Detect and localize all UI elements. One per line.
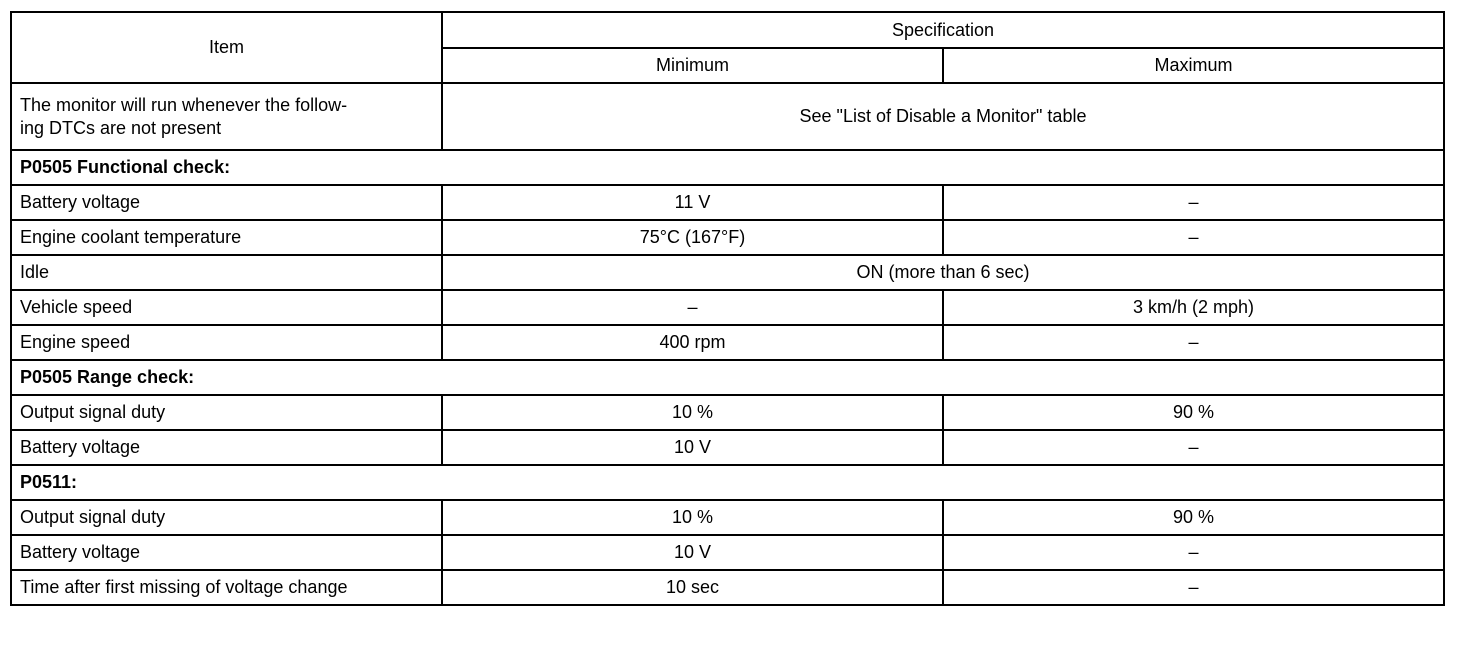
header-minimum: Minimum [442, 48, 943, 83]
item-cell: Battery voltage [11, 535, 442, 570]
section-header-row [11, 465, 1444, 500]
minimum-cell: 10 V [442, 430, 943, 465]
item-cell: Time after first missing of voltage change [11, 570, 442, 605]
minimum-cell: 10 sec [442, 570, 943, 605]
item-cell: Battery voltage [11, 185, 442, 220]
intro-item-line2: ing DTCs are not present [20, 117, 222, 138]
table-row [11, 535, 1444, 570]
item-cell: Engine coolant temperature [11, 220, 442, 255]
minimum-cell: 11 V [442, 185, 943, 220]
minimum-cell: 10 % [442, 395, 943, 430]
table-row [11, 500, 1444, 535]
intro-row [11, 83, 1444, 150]
minimum-cell: 10 V [442, 535, 943, 570]
maximum-cell: – [943, 220, 1444, 255]
table-row [11, 220, 1444, 255]
table-row [11, 395, 1444, 430]
maximum-cell: – [943, 185, 1444, 220]
section-header-row [11, 150, 1444, 185]
section-header-row [11, 360, 1444, 395]
minimum-cell: – [442, 290, 943, 325]
header-row [11, 12, 1444, 48]
table-row [11, 185, 1444, 220]
minimum-cell: 400 rpm [442, 325, 943, 360]
intro-spec: See "List of Disable a Monitor" table [442, 83, 1444, 150]
item-cell: Vehicle speed [11, 290, 442, 325]
item-cell: Output signal duty [11, 395, 442, 430]
maximum-cell: – [943, 430, 1444, 465]
maximum-cell: 90 % [943, 500, 1444, 535]
table-row [11, 430, 1444, 465]
spec-span-cell: ON (more than 6 sec) [442, 255, 1444, 290]
header-specification: Specification [442, 12, 1444, 48]
minimum-cell: 75°C (167°F) [442, 220, 943, 255]
table-row [11, 325, 1444, 360]
section-title: P0511: [11, 465, 1444, 500]
intro-item-cell [11, 83, 442, 150]
section-title: P0505 Range check: [11, 360, 1444, 395]
table-row [11, 255, 1444, 290]
maximum-cell: – [943, 325, 1444, 360]
item-cell: Battery voltage [11, 430, 442, 465]
item-cell: Engine speed [11, 325, 442, 360]
header-item: Item [11, 12, 442, 83]
maximum-cell: 3 km/h (2 mph) [943, 290, 1444, 325]
header-maximum: Maximum [943, 48, 1444, 83]
intro-item-line1: The monitor will run whenever the follow- [20, 95, 348, 115]
table-row [11, 570, 1444, 605]
specification-table [10, 11, 1445, 606]
table-row [11, 290, 1444, 325]
maximum-cell: – [943, 570, 1444, 605]
item-cell: Output signal duty [11, 500, 442, 535]
item-cell: Idle [11, 255, 442, 290]
section-title: P0505 Functional check: [11, 150, 1444, 185]
minimum-cell: 10 % [442, 500, 943, 535]
maximum-cell: – [943, 535, 1444, 570]
maximum-cell: 90 % [943, 395, 1444, 430]
